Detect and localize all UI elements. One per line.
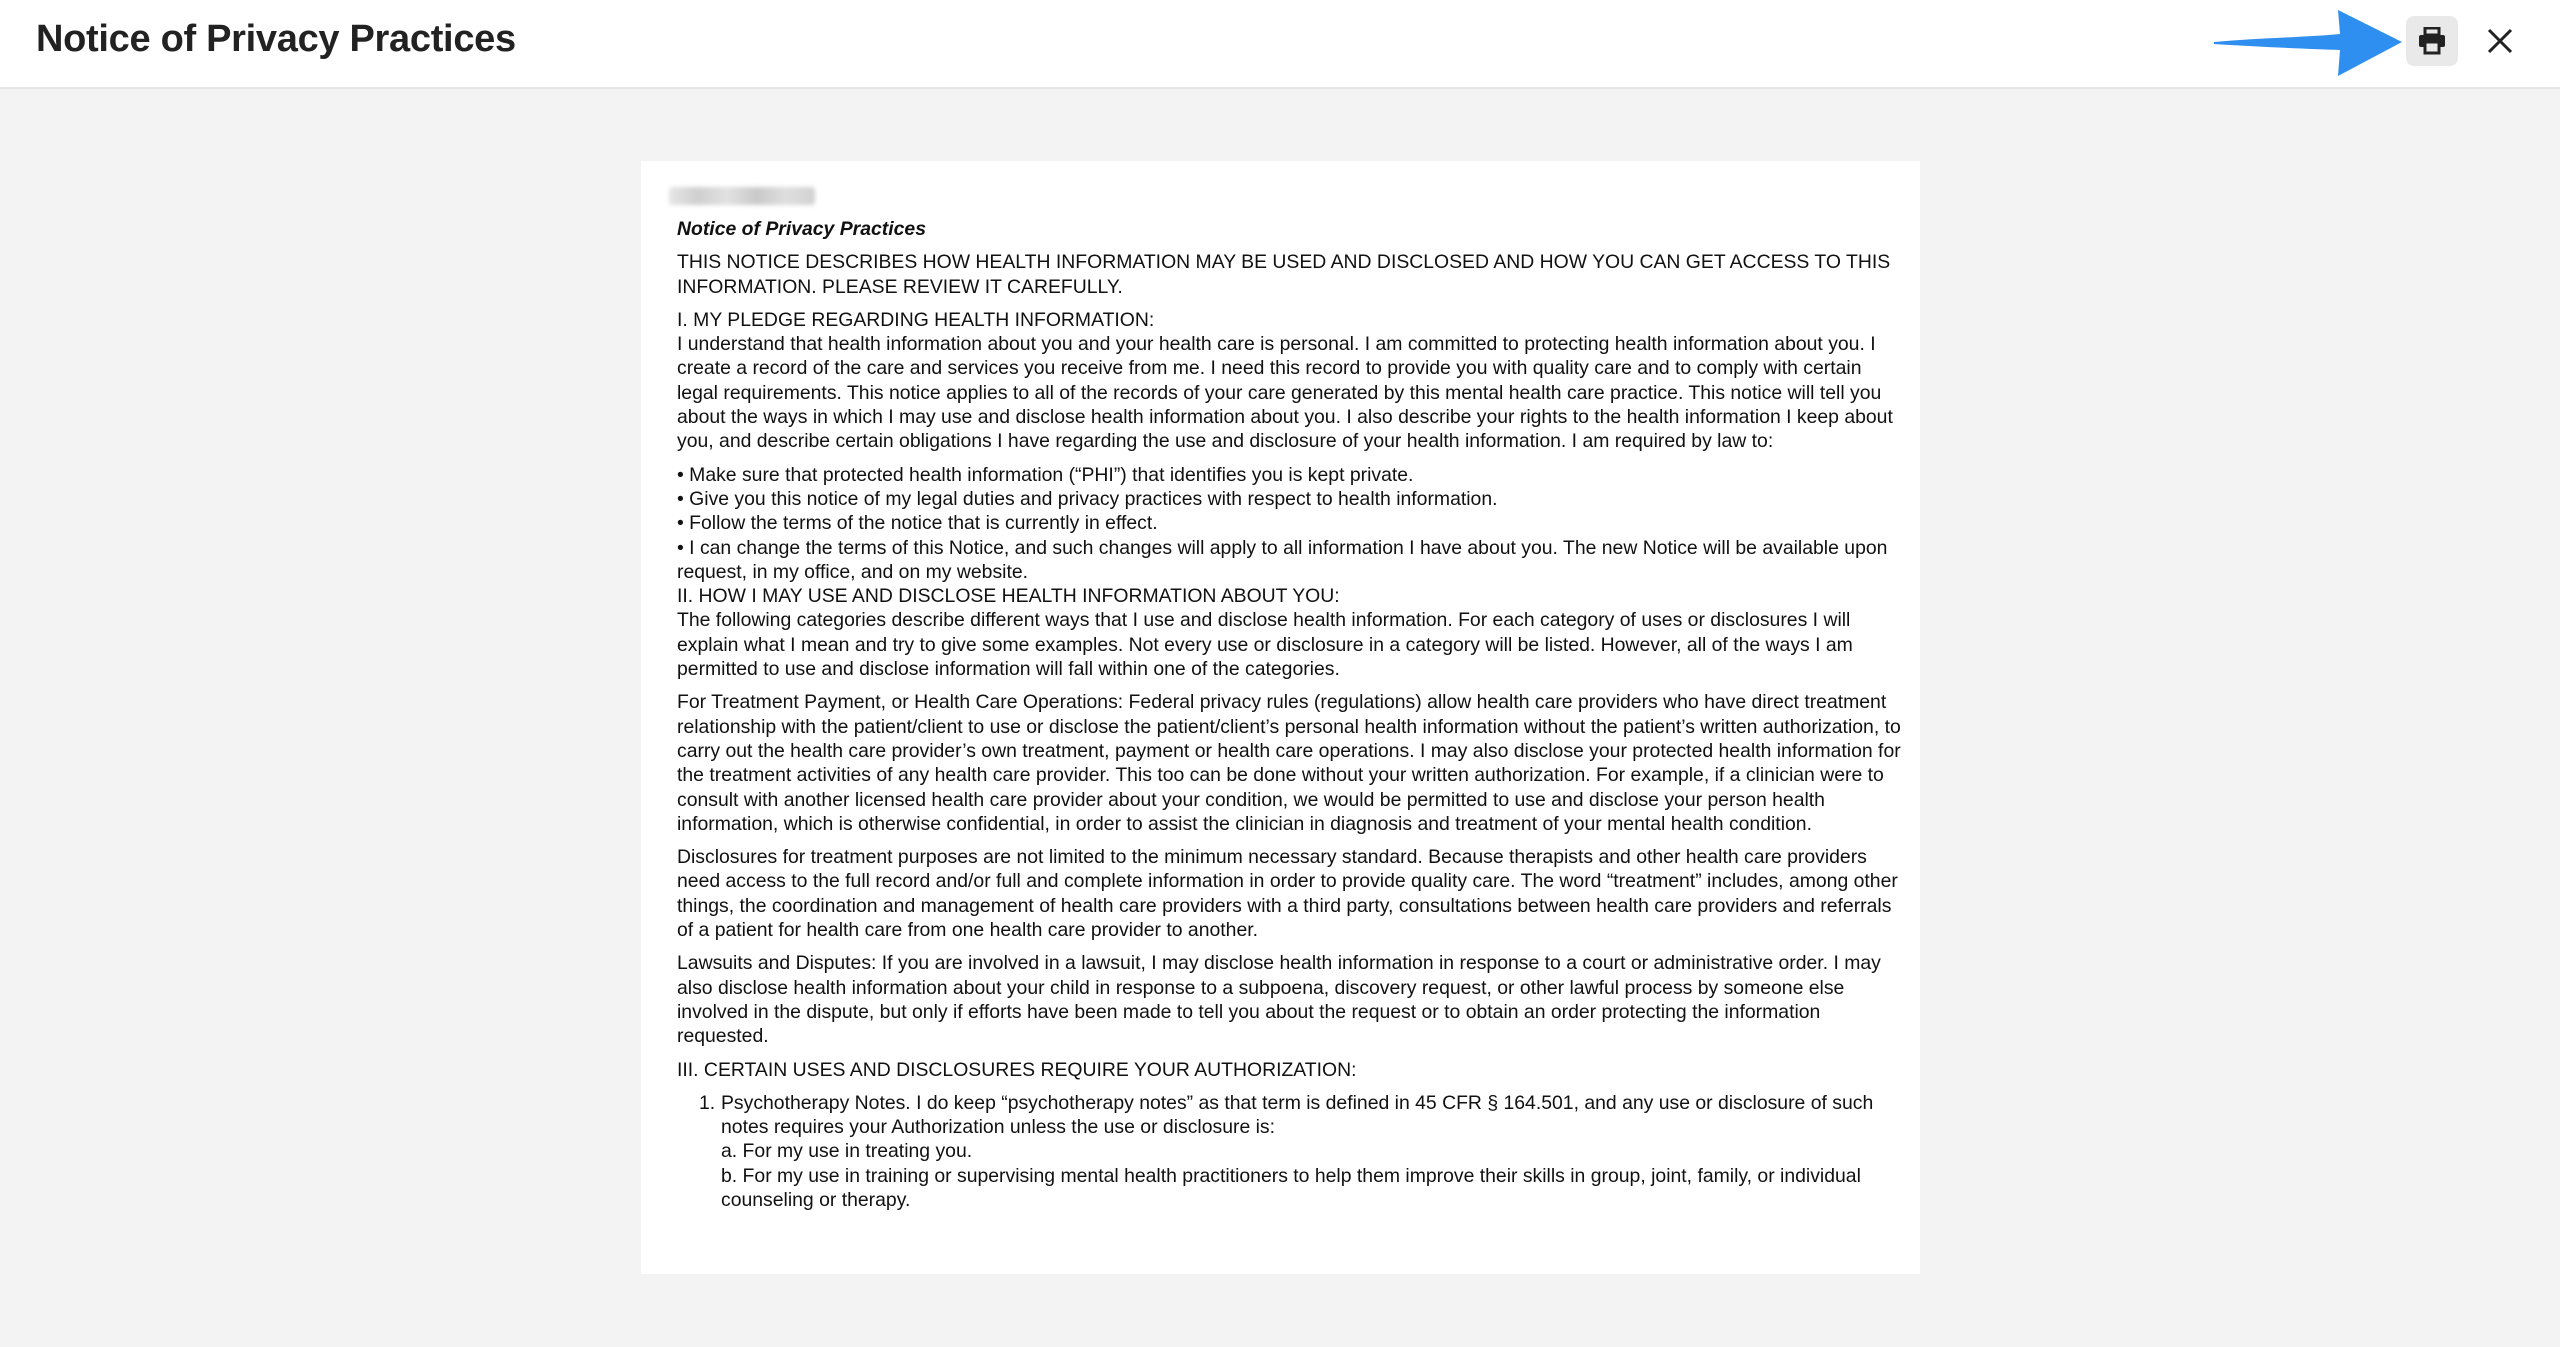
printer-icon [2417, 27, 2447, 55]
bullet-item: • Make sure that protected health information (“PHI”) that identifies you is kept private. [677, 463, 1414, 486]
section-text: I understand that health information about you and your health care is personal. I am committed to protecting health information about you. I create a record of the care and services you receive from me. I need this record to provide you with quality care and to comply with certain legal requirements. This notice applies to all of the records of your care generated by this mental health care practice. This notice will tell you about the ways in which I may use and disclose health information about you. I also describe your rights to the health information I keep about you, and describe certain obligations I have regarding the use and disclosure of your health information. I am required by law to: [677, 333, 1893, 453]
section-heading: I. MY PLEDGE REGARDING HEALTH INFORMATION: [677, 308, 1155, 331]
document-body [677, 217, 1907, 1212]
numbered-list [699, 1091, 1907, 1212]
arrow-annotation [2210, 4, 2406, 80]
close-button[interactable] [2474, 16, 2526, 66]
paragraph: Disclosures for treatment purposes are not limited to the minimum necessary standard. Because therapists and other health care providers need access to the full record and/or full and complete information in order to provide quality care. The word “treatment” includes, among other things, the coordination and management of health care providers with a third party, consultations between health care providers and referrals of a patient for health care from one health care provider to another. [677, 846, 1898, 942]
paragraph: For Treatment Payment, or Health Care Operations: Federal privacy rules (regulations) allow health care providers who have direct treatment relationship with the patient/client to use or disclose the patient/client’s personal health information without the patient’s written authorization, to carry out the health care provider’s own treatment, payment or health care operations. I may also disclose your protected health information for the treatment activities of any health care provider. This too can be done without your written authorization. For example, if a clinician were to consult with another licensed health care provider about your condition, we would be permitted to use and disclose your person health information, which is otherwise confidential, in order to assist the clinician in diagnosis and treatment of your mental health condition. [677, 691, 1901, 835]
page-title: Notice of Privacy Practices [36, 18, 516, 60]
print-button[interactable] [2406, 16, 2458, 66]
bullet-item: • Follow the terms of the notice that is currently in effect. [677, 512, 1158, 535]
section-text: The following categories describe different ways that I use and disclose health information. For each category of uses or disclosures I will explain what I mean and try to give some examples. Not every use or disclosure in a category will be listed. However, all of the ways I am permitted to use and disclose information will fall within one of the categories. [677, 609, 1853, 681]
section-heading: II. HOW I MAY USE AND DISCLOSE HEALTH INFORMATION ABOUT YOU: [677, 585, 1340, 608]
list-item [699, 1091, 1907, 1212]
section-heading: III. CERTAIN USES AND DISCLOSURES REQUIRE YOUR AUTHORIZATION: [677, 1058, 1357, 1081]
modal-header [0, 0, 2560, 89]
intro-text: THIS NOTICE DESCRIBES HOW HEALTH INFORMATION MAY BE USED AND DISCLOSED AND HOW YOU CAN GET ACCESS TO THIS INFORMATION. PLEASE REVIEW IT CAREFULLY. [677, 251, 1891, 298]
list-number: 1. [699, 1091, 716, 1114]
document-title: Notice of Privacy Practices [677, 218, 926, 240]
bullet-item: • Give you this notice of my legal duties and privacy practices with respect to health information. [677, 487, 1498, 510]
document-page [641, 161, 1920, 1274]
sub-item: a. For my use in treating you. [721, 1140, 973, 1163]
sub-item: b. For my use in training or supervising mental health practitioners to help them improve their skills in group, joint, family, or individual counseling or therapy. [721, 1164, 1861, 1211]
bullet-item: • I can change the terms of this Notice, and such changes will apply to all information I have about you. The new Notice will be available upon request, in my office, and on my website. [677, 536, 1888, 583]
list-item-text: Psychotherapy Notes. I do keep “psychotherapy notes” as that term is defined in 45 CFR § 164.501, and any use or disclosure of such notes requires your Authorization unless the use or disclosure is: [721, 1091, 1874, 1139]
redacted-name [669, 187, 815, 205]
close-icon [2487, 28, 2513, 54]
paragraph: Lawsuits and Disputes: If you are involved in a lawsuit, I may disclose health information in response to a court or administrative order. I may also disclose health information about your child in response to a subpoena, discovery request, or other lawful process by someone else involved in the dispute, but only if efforts have been made to tell you about the request or to obtain an order protecting the information requested. [677, 952, 1881, 1048]
